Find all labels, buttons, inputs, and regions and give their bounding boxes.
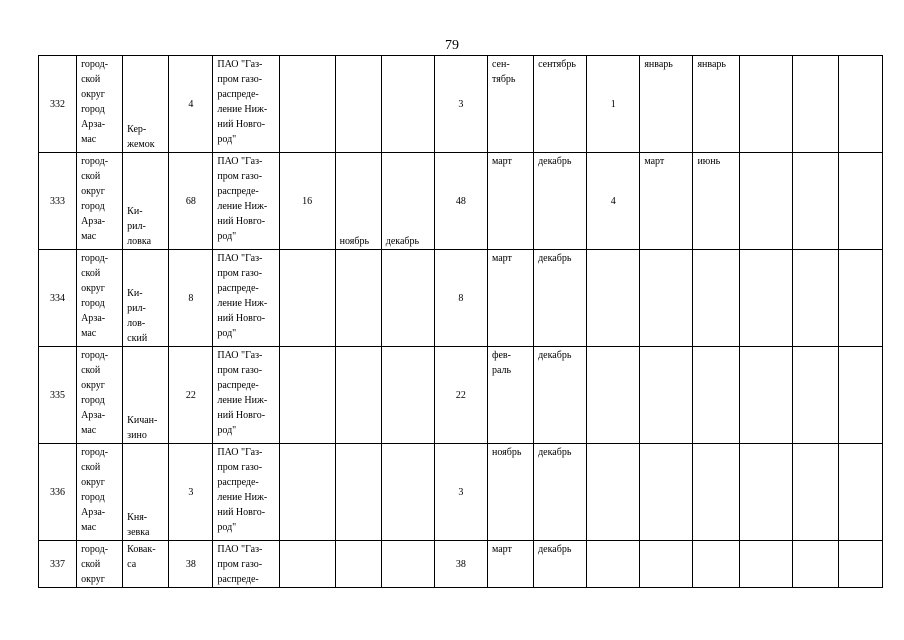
col10-cell bbox=[487, 444, 533, 541]
area-cell-line: ской bbox=[81, 171, 101, 182]
col10-cell-line: раль bbox=[491, 365, 512, 376]
settlement-cell bbox=[123, 444, 169, 541]
col13-cell bbox=[640, 250, 693, 347]
organization-cell-line: ление Ниж- bbox=[217, 201, 268, 212]
settlement-cell bbox=[123, 56, 169, 153]
col10-cell bbox=[487, 347, 533, 444]
col6-cell bbox=[279, 541, 335, 588]
organization-cell-line: ПАО "Газ- bbox=[217, 447, 263, 458]
col13-cell bbox=[640, 347, 693, 444]
settlement-cell-line: Ки- bbox=[127, 206, 143, 217]
organization-cell-line: пром газо- bbox=[217, 171, 263, 182]
settlement-cell bbox=[123, 250, 169, 347]
col8-cell: декабрь bbox=[381, 153, 434, 250]
organization-cell-line: ПАО "Газ- bbox=[217, 544, 263, 555]
count-cell: 38 bbox=[169, 541, 213, 588]
col10-cell bbox=[487, 541, 533, 588]
area-cell-line: округ bbox=[81, 477, 105, 488]
area-cell-line: ской bbox=[81, 559, 101, 570]
col11-cell: сентябрь bbox=[534, 56, 587, 153]
area-cell bbox=[77, 153, 123, 250]
col11-cell: декабрь bbox=[534, 444, 587, 541]
area-cell-line: Арза- bbox=[81, 119, 106, 130]
col13-cell bbox=[640, 541, 693, 588]
area-cell-line: город- bbox=[81, 59, 109, 70]
organization-cell bbox=[213, 153, 279, 250]
col10-cell-line: март bbox=[491, 544, 512, 555]
settlement-cell-line: зевка bbox=[127, 527, 150, 538]
area-cell-line: город- bbox=[81, 156, 109, 167]
col15-cell bbox=[739, 444, 792, 541]
col9-cell: 3 bbox=[434, 444, 487, 541]
col7-cell: ноябрь bbox=[335, 153, 381, 250]
row-number-cell: 332 bbox=[39, 56, 77, 153]
area-cell-line: округ bbox=[81, 574, 105, 585]
area-cell-line: город- bbox=[81, 544, 109, 555]
col16-cell bbox=[792, 541, 838, 588]
settlement-cell-line: Кня- bbox=[127, 512, 148, 523]
settlement-cell-line: жемок bbox=[127, 139, 155, 150]
organization-cell-line: пром газо- bbox=[217, 462, 263, 473]
area-cell-line: округ bbox=[81, 283, 105, 294]
organization-cell-line: распреде- bbox=[217, 477, 259, 488]
settlement-cell bbox=[123, 541, 169, 588]
col10-cell-line: ноябрь bbox=[491, 447, 522, 458]
area-cell-line: город bbox=[81, 298, 105, 309]
col10-cell-line: март bbox=[491, 156, 512, 167]
area-cell-line: Арза- bbox=[81, 313, 106, 324]
col14-cell: январь bbox=[693, 56, 739, 153]
row-number-cell: 337 bbox=[39, 541, 77, 588]
area-cell-line: Арза- bbox=[81, 410, 106, 421]
page-number: 79 bbox=[445, 38, 459, 53]
col15-cell bbox=[739, 56, 792, 153]
col11-cell: декабрь bbox=[534, 153, 587, 250]
area-cell bbox=[77, 250, 123, 347]
settlement-cell-line: ловка bbox=[127, 236, 152, 247]
col12-cell bbox=[587, 250, 640, 347]
col6-cell bbox=[279, 347, 335, 444]
area-cell bbox=[77, 444, 123, 541]
settlement-cell-line: ский bbox=[127, 333, 148, 344]
col9-cell: 8 bbox=[434, 250, 487, 347]
organization-cell-line: пром газо- bbox=[217, 365, 263, 376]
organization-cell-line: ление Ниж- bbox=[217, 492, 268, 503]
organization-cell-line: распреде- bbox=[217, 89, 259, 100]
organization-cell-line: род" bbox=[217, 231, 237, 242]
settlement-cell-line: са bbox=[127, 559, 137, 570]
col7-cell bbox=[335, 56, 381, 153]
area-cell-line: мас bbox=[81, 328, 97, 339]
col6-cell bbox=[279, 444, 335, 541]
organization-cell-line: ПАО "Газ- bbox=[217, 350, 263, 361]
col12-cell: 1 bbox=[587, 56, 640, 153]
organization-cell-line: ний Новго- bbox=[217, 119, 266, 130]
organization-cell-line: род" bbox=[217, 328, 237, 339]
col15-cell bbox=[739, 347, 792, 444]
col16-cell bbox=[792, 153, 838, 250]
area-cell-line: мас bbox=[81, 231, 97, 242]
col17-cell bbox=[838, 153, 882, 250]
count-cell: 22 bbox=[169, 347, 213, 444]
col15-cell bbox=[739, 153, 792, 250]
settlement-cell-line: Ки- bbox=[127, 288, 143, 299]
organization-cell-line: ПАО "Газ- bbox=[217, 156, 263, 167]
col15-cell bbox=[739, 250, 792, 347]
count-cell: 68 bbox=[169, 153, 213, 250]
table-row bbox=[39, 56, 883, 153]
row-number-cell: 336 bbox=[39, 444, 77, 541]
col14-cell bbox=[693, 444, 739, 541]
organization-cell bbox=[213, 541, 279, 588]
organization-cell bbox=[213, 56, 279, 153]
col17-cell bbox=[838, 347, 882, 444]
col12-cell bbox=[587, 541, 640, 588]
organization-cell bbox=[213, 250, 279, 347]
col10-cell-line: март bbox=[491, 253, 512, 264]
settlement-cell bbox=[123, 153, 169, 250]
col10-cell bbox=[487, 56, 533, 153]
col16-cell bbox=[792, 444, 838, 541]
area-cell bbox=[77, 347, 123, 444]
organization-cell-line: пром газо- bbox=[217, 268, 263, 279]
organization-cell-line: ление Ниж- bbox=[217, 104, 268, 115]
col10-cell bbox=[487, 250, 533, 347]
col9-cell: 22 bbox=[434, 347, 487, 444]
organization-cell-line: род" bbox=[217, 134, 237, 145]
col16-cell bbox=[792, 250, 838, 347]
organization-cell-line: род" bbox=[217, 522, 237, 533]
settlement-cell-line: Кер- bbox=[127, 124, 147, 135]
organization-cell-line: род" bbox=[217, 425, 237, 436]
area-cell-line: город bbox=[81, 395, 105, 406]
col6-cell: 16 bbox=[279, 153, 335, 250]
organization-cell-line: распреде- bbox=[217, 380, 259, 391]
settlement-cell-line: лов- bbox=[127, 318, 146, 329]
area-cell-line: ской bbox=[81, 268, 101, 279]
table-row bbox=[39, 541, 883, 588]
area-cell-line: мас bbox=[81, 134, 97, 145]
col8-cell bbox=[381, 541, 434, 588]
settlement-cell bbox=[123, 347, 169, 444]
col7-cell bbox=[335, 541, 381, 588]
col10-cell bbox=[487, 153, 533, 250]
organization-cell-line: распреде- bbox=[217, 283, 259, 294]
col13-cell: март bbox=[640, 153, 693, 250]
organization-cell-line: пром газо- bbox=[217, 74, 263, 85]
table-row bbox=[39, 153, 883, 250]
col7-cell bbox=[335, 444, 381, 541]
table-row bbox=[39, 250, 883, 347]
count-cell: 8 bbox=[169, 250, 213, 347]
area-cell-line: город- bbox=[81, 253, 109, 264]
area-cell bbox=[77, 541, 123, 588]
area-cell-line: округ bbox=[81, 186, 105, 197]
organization-cell-line: ление Ниж- bbox=[217, 298, 268, 309]
row-number-cell: 335 bbox=[39, 347, 77, 444]
col10-cell-line: сен- bbox=[491, 59, 510, 70]
col14-cell bbox=[693, 541, 739, 588]
organization-cell-line: ний Новго- bbox=[217, 410, 266, 421]
col13-cell: январь bbox=[640, 56, 693, 153]
area-cell-line: Арза- bbox=[81, 507, 106, 518]
organization-cell-line: пром газо- bbox=[217, 559, 263, 570]
col9-cell: 3 bbox=[434, 56, 487, 153]
settlement-cell-line: рил- bbox=[127, 221, 146, 232]
col17-cell bbox=[838, 541, 882, 588]
area-cell-line: мас bbox=[81, 522, 97, 533]
col8-cell bbox=[381, 56, 434, 153]
col8-cell bbox=[381, 444, 434, 541]
col9-cell: 48 bbox=[434, 153, 487, 250]
col11-cell: декабрь bbox=[534, 541, 587, 588]
col14-cell: июнь bbox=[693, 153, 739, 250]
organization-cell bbox=[213, 444, 279, 541]
area-cell bbox=[77, 56, 123, 153]
col7-cell bbox=[335, 250, 381, 347]
col15-cell bbox=[739, 541, 792, 588]
area-cell-line: округ bbox=[81, 89, 105, 100]
settlement-cell-line: зино bbox=[127, 430, 147, 441]
area-cell-line: город bbox=[81, 104, 105, 115]
table-body bbox=[39, 56, 883, 588]
col17-cell bbox=[838, 56, 882, 153]
organization-cell-line: распреде- bbox=[217, 186, 259, 197]
table-row bbox=[39, 347, 883, 444]
organization-cell-line: распреде- bbox=[217, 574, 259, 585]
area-cell-line: мас bbox=[81, 425, 97, 436]
area-cell-line: ской bbox=[81, 365, 101, 376]
area-cell-line: город bbox=[81, 492, 105, 503]
organization-cell-line: ПАО "Газ- bbox=[217, 59, 263, 70]
table-row bbox=[39, 444, 883, 541]
area-cell-line: Арза- bbox=[81, 216, 106, 227]
organization-cell-line: ПАО "Газ- bbox=[217, 253, 263, 264]
area-cell-line: город- bbox=[81, 350, 109, 361]
settlement-cell-line: рил- bbox=[127, 303, 146, 314]
col17-cell bbox=[838, 250, 882, 347]
organization-cell-line: ний Новго- bbox=[217, 313, 266, 324]
settlement-cell-line: Кичан- bbox=[127, 415, 158, 426]
area-cell-line: ской bbox=[81, 462, 101, 473]
col14-cell bbox=[693, 347, 739, 444]
organization-cell bbox=[213, 347, 279, 444]
row-number-cell: 333 bbox=[39, 153, 77, 250]
col11-cell: декабрь bbox=[534, 250, 587, 347]
organization-cell-line: ний Новго- bbox=[217, 216, 266, 227]
col17-cell bbox=[838, 444, 882, 541]
col8-cell bbox=[381, 347, 434, 444]
col16-cell bbox=[792, 56, 838, 153]
col10-cell-line: фев- bbox=[491, 350, 511, 361]
count-cell: 3 bbox=[169, 444, 213, 541]
col10-cell-line: тябрь bbox=[491, 74, 516, 85]
count-cell: 4 bbox=[169, 56, 213, 153]
area-cell-line: город bbox=[81, 201, 105, 212]
data-table bbox=[38, 55, 883, 588]
col7-cell bbox=[335, 347, 381, 444]
col16-cell bbox=[792, 347, 838, 444]
col12-cell bbox=[587, 347, 640, 444]
col9-cell: 38 bbox=[434, 541, 487, 588]
col12-cell bbox=[587, 444, 640, 541]
col14-cell bbox=[693, 250, 739, 347]
col6-cell bbox=[279, 56, 335, 153]
row-number-cell: 334 bbox=[39, 250, 77, 347]
area-cell-line: округ bbox=[81, 380, 105, 391]
col12-cell: 4 bbox=[587, 153, 640, 250]
col8-cell bbox=[381, 250, 434, 347]
col6-cell bbox=[279, 250, 335, 347]
area-cell-line: город- bbox=[81, 447, 109, 458]
area-cell-line: ской bbox=[81, 74, 101, 85]
settlement-cell-line: Ковак- bbox=[127, 544, 156, 555]
col11-cell: декабрь bbox=[534, 347, 587, 444]
organization-cell-line: ление Ниж- bbox=[217, 395, 268, 406]
col13-cell bbox=[640, 444, 693, 541]
organization-cell-line: ний Новго- bbox=[217, 507, 266, 518]
